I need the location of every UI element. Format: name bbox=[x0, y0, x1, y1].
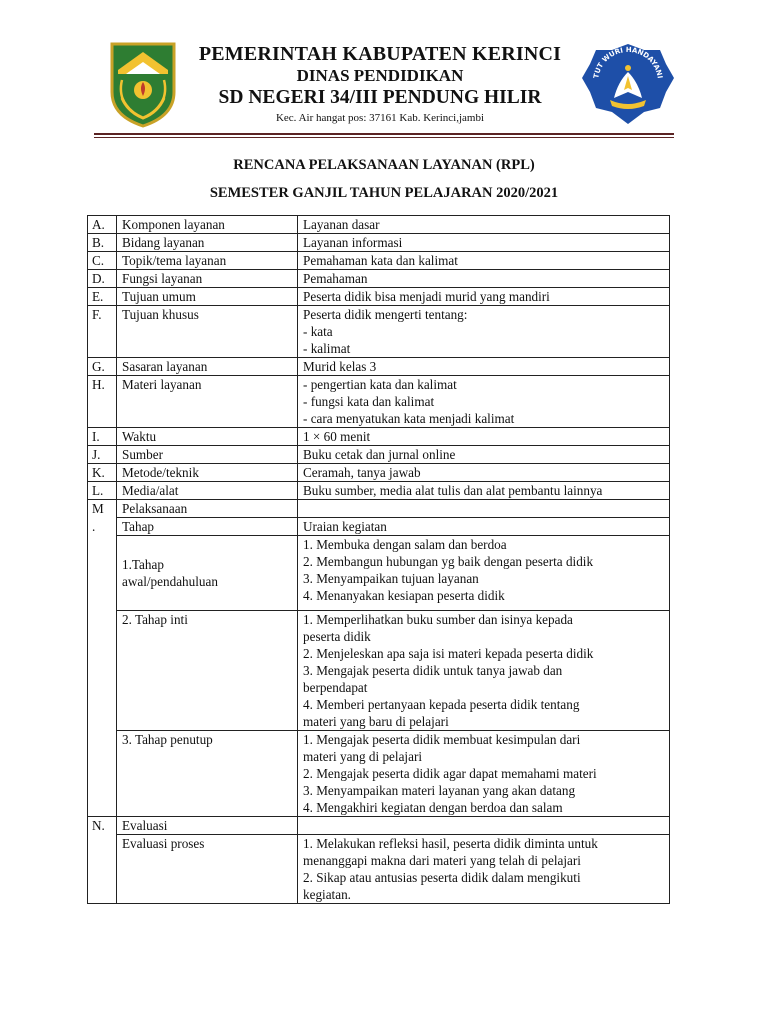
activity-line: 3. Menyampaikan tujuan layanan bbox=[303, 571, 479, 586]
evaluation-details bbox=[298, 835, 670, 904]
value-line: - pengertian kata dan kalimat bbox=[303, 377, 457, 392]
row-code: I. bbox=[88, 428, 117, 446]
row-label: Komponen layanan bbox=[117, 216, 298, 234]
activity-line: 4. Memberi pertanyaan kepada peserta didik tentang bbox=[303, 697, 580, 712]
header-rule-thick bbox=[94, 133, 674, 135]
activity-column-header: Uraian kegiatan bbox=[298, 518, 670, 536]
row-code-empty bbox=[88, 731, 117, 817]
row-label: Media/alat bbox=[117, 482, 298, 500]
row-value: Buku sumber, media alat tulis dan alat pembantu lainnya bbox=[298, 482, 670, 500]
header-rule-thin bbox=[94, 137, 674, 138]
row-value: Pemahaman bbox=[298, 270, 670, 288]
activity-line: 2. Membangun hubungan yg baik dengan peserta didik bbox=[303, 554, 594, 569]
value-line: Peserta didik mengerti tentang: bbox=[303, 307, 468, 322]
row-code: F. bbox=[88, 306, 117, 358]
activity-line: berpendapat bbox=[303, 680, 368, 695]
row-code: A. bbox=[88, 216, 117, 234]
value-line: - fungsi kata dan kalimat bbox=[303, 394, 435, 409]
row-code-empty bbox=[88, 611, 117, 731]
activity-line: 4. Mengakhiri kegiatan dengan berdoa dan salam bbox=[303, 800, 563, 815]
table-row bbox=[88, 216, 670, 234]
row-code: B. bbox=[88, 234, 117, 252]
evaluation-line: kegiatan. bbox=[303, 887, 351, 902]
stage-activities bbox=[298, 536, 670, 611]
activity-line: materi yang baru di pelajari bbox=[303, 714, 449, 729]
table-row bbox=[88, 518, 670, 536]
school-address: Kec. Air hangat pos: 37161 Kab. Kerinci,jambi bbox=[275, 112, 485, 124]
document-title: RENCANA PELAKSANAAN LAYANAN (RPL) bbox=[233, 157, 535, 173]
row-code: N. bbox=[88, 817, 117, 835]
row-code: H. bbox=[88, 376, 117, 428]
row-label: Materi layanan bbox=[117, 376, 298, 428]
row-code: D. bbox=[88, 270, 117, 288]
activity-line: 3. Mengajak peserta didik untuk tanya jawab dan bbox=[303, 663, 563, 678]
row-code: G. bbox=[88, 358, 117, 376]
row-value bbox=[298, 376, 670, 428]
activity-line: 1. Mengajak peserta didik membuat kesimpulan dari bbox=[303, 732, 581, 747]
row-value bbox=[298, 306, 670, 358]
stage-label: 2. Tahap inti bbox=[117, 611, 298, 731]
row-value: Layanan dasar bbox=[298, 216, 670, 234]
table-row bbox=[88, 358, 670, 376]
table-row bbox=[88, 252, 670, 270]
activity-line: 3. Menyampaikan materi layanan yang akan datang bbox=[303, 783, 576, 798]
row-code: C. bbox=[88, 252, 117, 270]
stage-activities bbox=[298, 731, 670, 817]
value-line: - kalimat bbox=[303, 341, 351, 356]
value-line: - kata bbox=[303, 324, 333, 339]
letterhead bbox=[180, 42, 580, 125]
row-label: Waktu bbox=[117, 428, 298, 446]
row-value: Peserta didik bisa menjadi murid yang mandiri bbox=[298, 288, 670, 306]
table-row bbox=[88, 817, 670, 835]
stage-label: 3. Tahap penutup bbox=[117, 731, 298, 817]
activity-line: materi yang di pelajari bbox=[303, 749, 423, 764]
table-row bbox=[88, 835, 670, 904]
stage-column-header: Tahap bbox=[117, 518, 298, 536]
row-value: 1 × 60 menit bbox=[298, 428, 670, 446]
activity-line: 2. Mengajak peserta didik agar dapat memahami materi bbox=[303, 766, 597, 781]
stage-activities bbox=[298, 611, 670, 731]
logo-motto: TUT WURI HANDAYANI bbox=[592, 45, 664, 80]
rpl-table bbox=[87, 215, 670, 904]
evaluation-label: Evaluasi proses bbox=[117, 835, 298, 904]
value-line: - cara menyatukan kata menjadi kalimat bbox=[303, 411, 515, 426]
table-row bbox=[88, 270, 670, 288]
table-row bbox=[88, 376, 670, 428]
table-row bbox=[88, 288, 670, 306]
tut-wuri-handayani-logo bbox=[580, 42, 676, 126]
row-code: J. bbox=[88, 446, 117, 464]
row-value bbox=[298, 500, 670, 518]
row-label: Sumber bbox=[117, 446, 298, 464]
government-name: PEMERINTAH KABUPATEN KERINCI bbox=[198, 43, 562, 65]
row-label: Pelaksanaan bbox=[117, 500, 298, 518]
activity-line: 4. Menanyakan kesiapan peserta didik bbox=[303, 588, 505, 603]
row-code: E. bbox=[88, 288, 117, 306]
row-label: Sasaran layanan bbox=[117, 358, 298, 376]
table-row bbox=[88, 611, 670, 731]
table-row bbox=[88, 234, 670, 252]
row-value: Pemahaman kata dan kalimat bbox=[298, 252, 670, 270]
row-label: Tujuan khusus bbox=[117, 306, 298, 358]
row-label: Topik/tema layanan bbox=[117, 252, 298, 270]
row-code: M bbox=[88, 500, 117, 518]
row-label: Metode/teknik bbox=[117, 464, 298, 482]
activity-line: peserta didik bbox=[303, 629, 371, 644]
row-value: Ceramah, tanya jawab bbox=[298, 464, 670, 482]
table-row bbox=[88, 446, 670, 464]
table-row bbox=[88, 482, 670, 500]
row-label: Fungsi layanan bbox=[117, 270, 298, 288]
row-value bbox=[298, 817, 670, 835]
evaluation-line: menanggapi makna dari materi yang telah di pelajari bbox=[303, 853, 581, 868]
row-label: Tujuan umum bbox=[117, 288, 298, 306]
document-subtitle: SEMESTER GANJIL TAHUN PELAJARAN 2020/2021 bbox=[209, 185, 559, 201]
row-code: K. bbox=[88, 464, 117, 482]
row-code-empty bbox=[88, 536, 117, 611]
school-name: SD NEGERI 34/III PENDUNG HILIR bbox=[218, 87, 542, 108]
table-row bbox=[88, 731, 670, 817]
table-row bbox=[88, 464, 670, 482]
activity-line: 1. Membuka dengan salam dan berdoa bbox=[303, 537, 507, 552]
stage-label-line: awal/pendahuluan bbox=[122, 574, 218, 589]
stage-label bbox=[117, 536, 298, 611]
activity-line: 2. Menjeleskan apa saja isi materi kepada peserta didik bbox=[303, 646, 594, 661]
activity-line: 1. Memperlihatkan buku sumber dan isinya kepada bbox=[303, 612, 573, 627]
evaluation-line: 1. Melakukan refleksi hasil, peserta didik diminta untuk bbox=[303, 836, 598, 851]
table-row bbox=[88, 428, 670, 446]
row-code: L. bbox=[88, 482, 117, 500]
table-row bbox=[88, 536, 670, 611]
kerinci-emblem-logo bbox=[108, 40, 178, 128]
stage-label-line: 1.Tahap bbox=[122, 557, 164, 572]
row-label: Bidang layanan bbox=[117, 234, 298, 252]
row-value: Buku cetak dan jurnal online bbox=[298, 446, 670, 464]
evaluation-line: 2. Sikap atau antusias peserta didik dalam mengikuti bbox=[303, 870, 581, 885]
row-code: . bbox=[88, 518, 117, 536]
department-name: DINAS PENDIDIKAN bbox=[296, 66, 464, 85]
row-value: Layanan informasi bbox=[298, 234, 670, 252]
row-code-empty bbox=[88, 835, 117, 904]
table-row bbox=[88, 306, 670, 358]
row-value: Murid kelas 3 bbox=[298, 358, 670, 376]
table-row bbox=[88, 500, 670, 518]
row-label: Evaluasi bbox=[117, 817, 298, 835]
